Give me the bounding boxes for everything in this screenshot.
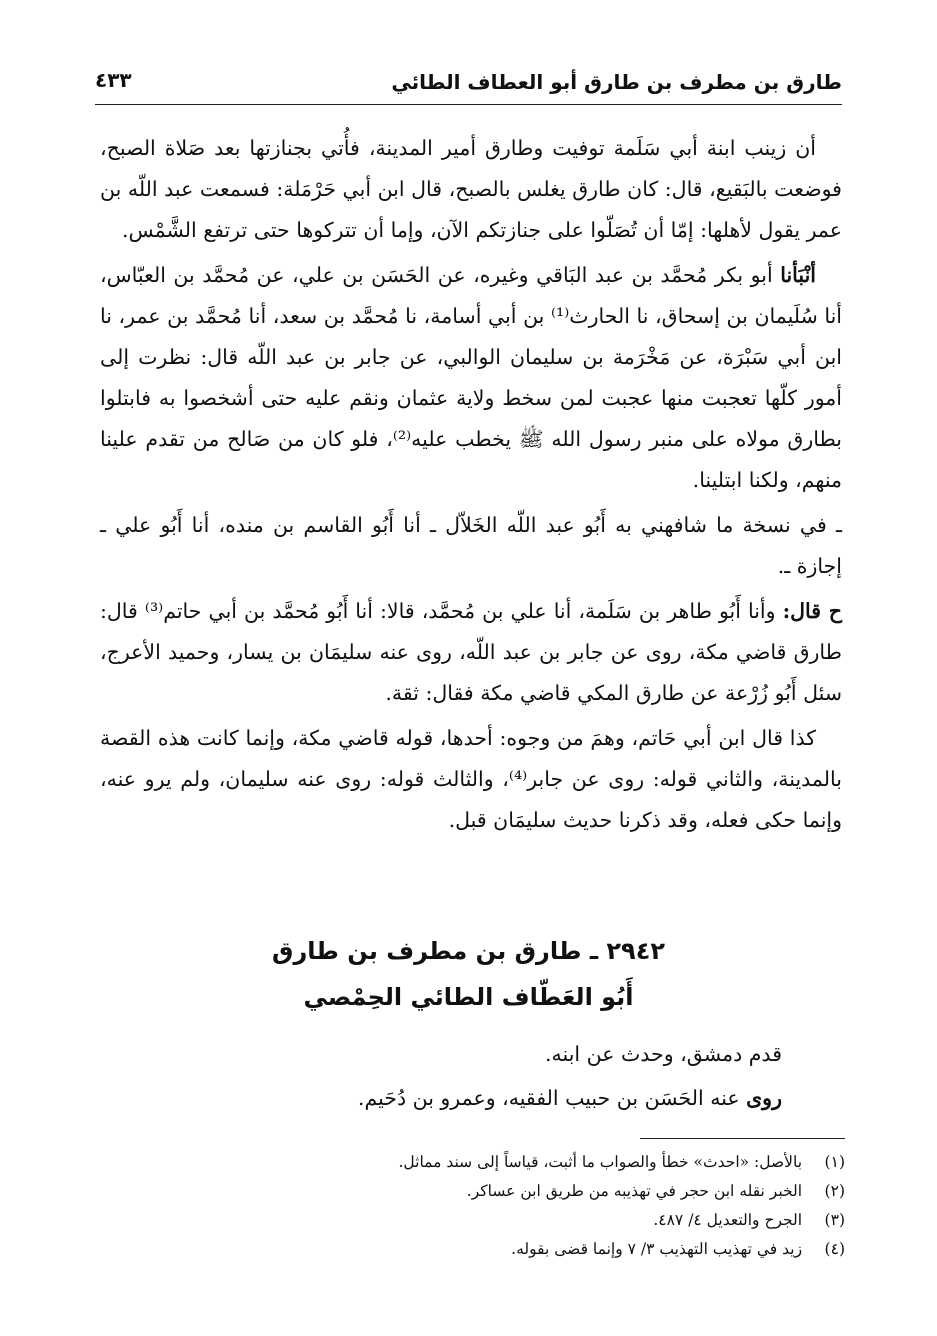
paragraph-text: وأنا أَبُو طاهر بن سَلَمة، أنا علي بن مُحمَّد، قالا: أنا أَبُو مُحمَّد بن أبي حاتم⁽³⁾ قال: طارق قاضي مكة، روى عن جابر بن عبد اللّه، روى عنه سليمَان بن يسار، وحميد الأعرج، سئل أَبُو زُرْعة عن طارق المكي قاضي مكة فقال: ثقة. xyxy=(100,599,842,705)
page-header xyxy=(95,60,842,105)
footnote-number: (٣) xyxy=(824,1211,845,1229)
entry-subtitle: أَبُو العَطّاف الطائي الحِمْصي xyxy=(303,983,634,1011)
footnote-text: بالأصل: «احدث» خطأ والصواب ما أثبت، قياساً إلى سند مماثل. xyxy=(398,1153,803,1171)
paragraph-text: كذا قال ابن أبي حَاتم، وهمَ من وجوه: أحدها، قوله قاضي مكة، وإنما كانت هذه القصة بالمدينة، والثاني قوله: روى عن جابر⁽⁴⁾، والثالث قوله: روى عنه سليمان، ولم يرو عنه، وإنما حكى فعله، وقد ذكرنا حديث سليمَان قبل. xyxy=(100,726,842,832)
page-number: ٤٣٣ xyxy=(95,68,132,92)
entry-body xyxy=(100,1032,782,1120)
footnote-number: (٢) xyxy=(824,1182,845,1200)
entry-line xyxy=(100,1076,782,1120)
entry-title: ٢٩٤٢ ـ طارق بن مطرف بن طارق xyxy=(272,937,665,965)
paragraph-text: أبو بكر مُحمَّد بن عبد البَاقي وغيره، عن الحَسَن بن علي، عن مُحمَّد بن العبّاس، أنا سُلَيمان بن إسحاق، نا الحارث⁽¹⁾ بن أبي أسامة، نا مُحمَّد بن سعد، أنا مُحمَّد بن عمر، نا ابن أبي سَبْرَة، عن مَخْرَمة بن سليمان الوالبي، عن جابر بن عبد اللّه قال: نظرت إلى أمور كلّها تعجبت منها عجبت لمن سخط ولاية عثمان ونقم عليه حتى أشخصوا به فابتلوا بطارق مولاه على منبر رسول الله ﷺ يخطب عليه⁽²⁾، فلو كان من صَالح من تقدم علينا منهم، ولكنا ابتلينا. xyxy=(100,263,842,492)
paragraph-lead: أنْبَأنا xyxy=(780,263,816,287)
footnote-number: (١) xyxy=(824,1153,845,1171)
footnote xyxy=(100,1177,845,1206)
footnote xyxy=(100,1148,845,1177)
entry-line: قدم دمشق، وحدث عن ابنه. xyxy=(545,1042,782,1066)
footnote-text: الجرح والتعديل ٤/ ٤٨٧. xyxy=(653,1211,803,1229)
paragraph-lead: ح قال: xyxy=(782,599,842,623)
running-title: طارق بن مطرف بن طارق أبو العطاف الطائي xyxy=(391,70,842,94)
paragraph xyxy=(100,128,842,251)
footnote-divider xyxy=(640,1138,845,1139)
footnote-number: (٤) xyxy=(824,1240,845,1258)
footnote-text: الخبر نقله ابن حجر في تهذيبه من طريق ابن عساكر. xyxy=(466,1182,803,1200)
entry-text: عنه الحَسَن بن حبيب الفقيه، وعمرو بن دُحَيم. xyxy=(357,1086,747,1110)
footnotes xyxy=(100,1148,845,1264)
footnote xyxy=(100,1206,845,1235)
paragraph xyxy=(100,505,842,587)
paragraph xyxy=(100,591,842,714)
entry-lead: روى xyxy=(746,1086,782,1110)
paragraph xyxy=(100,255,842,501)
main-text xyxy=(100,128,842,841)
paragraph xyxy=(100,718,842,841)
paragraph-text: أن زينب ابنة أبي سَلَمة توفيت وطارق أمير المدينة، فأُتي بجنازتها بعد صَلاة الصبح، فوضعت بالبَقيع، قال: كان طارق يغلس بالصبح، قال ابن أبي حَرْمَلة: فسمعت عبد اللّه بن عمر يقول لأهلها: إمّا أن تُصَلّوا على جنازتكم الآن، وإما أن تتركوها حتى ترتفع الشَّمْس. xyxy=(100,136,842,242)
footnote xyxy=(100,1235,845,1264)
entry-heading xyxy=(95,928,842,1020)
paragraph-text: ـ في نسخة ما شافهني به أَبُو عبد اللّه الخَلاّل ـ أنا أَبُو القاسم بن منده، أنا أَبُو علي ـ إجازة ـ. xyxy=(100,513,842,578)
footnote-text: زيد في تهذيب التهذيب ٣/ ٧ وإنما قضى بقوله. xyxy=(511,1240,803,1258)
